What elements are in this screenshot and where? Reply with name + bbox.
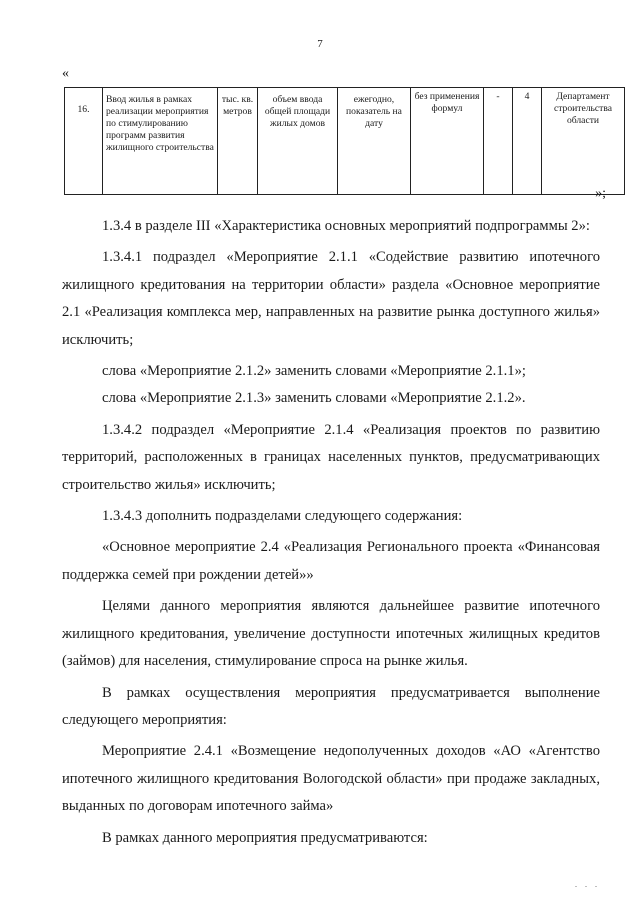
paragraph: В рамках осуществления мероприятия предусматривается выполнение следующего мероприятия: (62, 684, 600, 728)
cell-method: без применения формул (411, 88, 484, 195)
open-quote: « (62, 66, 69, 81)
table-row (65, 88, 625, 195)
corner-mark: . . . (575, 880, 600, 889)
document-body (62, 213, 600, 852)
paragraph: Мероприятие 2.4.1 «Возмещение недополученных доходов «АО «Агентство ипотечного жилищного кредитования Вологодской области» при продаже закладных, выданных по договорам ипотечного займа» (62, 743, 600, 815)
cell-unit: тыс. кв. метров (218, 88, 258, 195)
cell-indicator-name: Ввод жилья в рамках реализации мероприятия по стимулированию программ развития жилищного строительства (103, 88, 218, 195)
cell-number: 16. (65, 88, 103, 195)
paragraph: слова «Мероприятие 2.1.3» заменить словами «Мероприятие 2.1.2». (102, 390, 526, 407)
paragraph: 1.3.4.3 дополнить подразделами следующего содержания: (102, 508, 463, 525)
close-quote: »; (595, 186, 606, 201)
cell-dash: - (484, 88, 513, 195)
page-number: 7 (317, 38, 323, 50)
indicator-table (64, 87, 625, 195)
cell-period: ежегодно, показатель на дату (338, 88, 411, 195)
paragraph: Целями данного мероприятия являются дальнейшее развитие ипотечного жилищного кредитования, увеличение доступности ипотечных жилищных кредитов (займов) для населения, стимулирование спроса на рынке жилья. (62, 598, 600, 670)
cell-definition: объем ввода общей площади жилых домов (258, 88, 338, 195)
paragraph: В рамках данного мероприятия предусматриваются: (102, 829, 428, 846)
paragraph: 1.3.4.2 подраздел «Мероприятие 2.1.4 «Реализация проектов по развитию территорий, расположенных в границах населенных пунктов, предусматривающих строительство жилья» исключить; (62, 421, 600, 493)
paragraph: 1.3.4.1 подраздел «Мероприятие 2.1.1 «Содействие развитию ипотечного жилищного кредитования на территории области» раздела «Основное мероприятие 2.1 «Реализация комплекса мер, направленных на развитие рынка доступного жилья» исключить; (62, 249, 600, 348)
paragraph: 1.3.4 в разделе III «Характеристика основных мероприятий подпрограммы 2»: (102, 218, 590, 234)
paragraph: «Основное мероприятие 2.4 «Реализация Регионального проекта «Финансовая поддержка семей при рождении детей»» (62, 539, 600, 583)
cell-value: 4 (513, 88, 542, 195)
paragraph: слова «Мероприятие 2.1.2» заменить словами «Мероприятие 2.1.1»; (102, 363, 526, 380)
cell-responsible: Департамент строительства области (542, 88, 625, 195)
